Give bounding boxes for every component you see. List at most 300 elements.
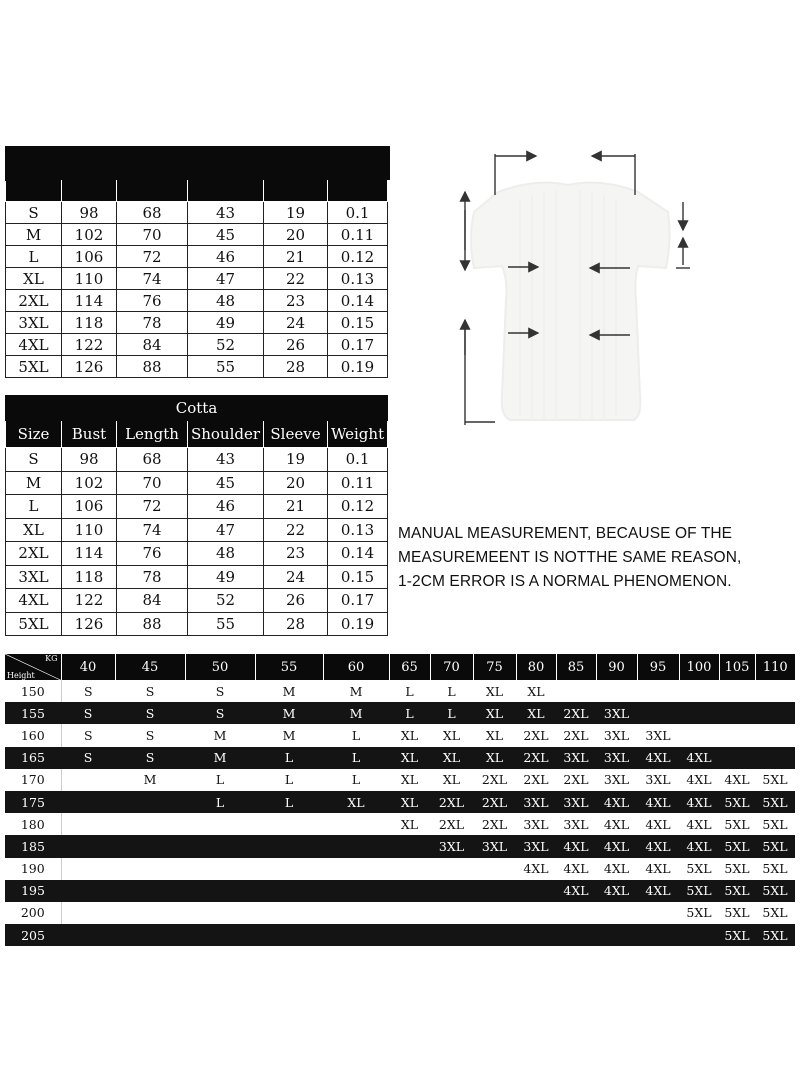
table-cell: 70 <box>117 224 188 246</box>
height-cell: 150 <box>5 680 61 702</box>
size-cell: 2XL <box>430 791 473 813</box>
size-cell: 3XL <box>596 747 637 769</box>
height-cell: 185 <box>5 835 61 857</box>
size-cell <box>637 702 679 724</box>
size-cell <box>255 924 323 946</box>
chart-row <box>5 835 795 857</box>
table-row <box>6 518 388 542</box>
size-cell <box>516 902 556 924</box>
table-cell: 68 <box>117 202 188 224</box>
size-cell: 5XL <box>679 858 719 880</box>
size-cell <box>115 835 185 857</box>
size-cell <box>516 880 556 902</box>
chart-row <box>5 924 795 946</box>
table-cell: L <box>6 495 62 519</box>
table-cell: 114 <box>62 290 117 312</box>
size-cell <box>473 858 516 880</box>
size-cell <box>755 747 795 769</box>
table-cell: 20 <box>264 224 328 246</box>
table-cell: 78 <box>117 565 188 589</box>
table-cell: L <box>6 246 62 268</box>
size-cell: M <box>323 680 389 702</box>
table-cell: 106 <box>62 246 117 268</box>
table-row <box>6 268 388 290</box>
size-cell <box>719 747 755 769</box>
chart-row <box>5 880 795 902</box>
size-cell: 5XL <box>755 835 795 857</box>
size-cell: S <box>185 702 255 724</box>
size-cell: L <box>323 747 389 769</box>
size-cell: 3XL <box>637 769 679 791</box>
height-cell: 170 <box>5 769 61 791</box>
table-cell: 68 <box>117 448 188 472</box>
size-cell: L <box>430 702 473 724</box>
size-cell <box>255 813 323 835</box>
size-cell: M <box>185 724 255 746</box>
table-cell: 0.17 <box>328 589 388 613</box>
weight-header-row <box>5 654 795 680</box>
cotta-table-header-row <box>6 421 388 448</box>
size-cell: XL <box>389 791 430 813</box>
size-cell <box>755 724 795 746</box>
table-cell: 47 <box>188 518 264 542</box>
size-cell: 2XL <box>516 747 556 769</box>
size-cell <box>323 902 389 924</box>
note-line: MANUAL MEASUREMENT, BECAUSE OF THE <box>398 525 733 542</box>
top-table-header-cell <box>328 181 388 202</box>
table-cell: 22 <box>264 518 328 542</box>
table-cell: 78 <box>117 312 188 334</box>
table-cell: 84 <box>117 589 188 613</box>
table-cell: 49 <box>188 312 264 334</box>
size-cell <box>596 924 637 946</box>
size-cell: 2XL <box>556 724 596 746</box>
table-cell: 0.13 <box>328 268 388 290</box>
table-cell: 0.11 <box>328 224 388 246</box>
table-row <box>6 334 388 356</box>
size-cell: 2XL <box>556 702 596 724</box>
size-cell: XL <box>430 724 473 746</box>
table-cell: 19 <box>264 448 328 472</box>
size-cell <box>430 902 473 924</box>
weight-header: 40 <box>61 654 115 680</box>
table-cell: 0.19 <box>328 356 388 378</box>
table-cell: 5XL <box>6 356 62 378</box>
size-cell: L <box>323 724 389 746</box>
size-cell: XL <box>516 680 556 702</box>
table-cell: 0.13 <box>328 518 388 542</box>
size-cell: 3XL <box>516 791 556 813</box>
size-cell <box>755 680 795 702</box>
table-row <box>6 589 388 613</box>
table-cell: XL <box>6 268 62 290</box>
size-cell: 4XL <box>637 791 679 813</box>
column-header: Sleeve <box>264 421 328 448</box>
height-cell: 160 <box>5 724 61 746</box>
cotta-table-title: Cotta <box>6 396 388 421</box>
size-cell <box>255 880 323 902</box>
table-cell: 4XL <box>6 589 62 613</box>
height-cell: 195 <box>5 880 61 902</box>
table-row <box>6 224 388 246</box>
size-cell: 4XL <box>679 769 719 791</box>
size-cell: 4XL <box>679 747 719 769</box>
size-cell: 4XL <box>596 791 637 813</box>
table-cell: 0.12 <box>328 495 388 519</box>
table-cell: 74 <box>117 268 188 290</box>
size-cell: XL <box>323 791 389 813</box>
size-cell: L <box>255 791 323 813</box>
height-cell: 200 <box>5 902 61 924</box>
garment-measurement-diagram <box>440 140 700 440</box>
weight-header: 100 <box>679 654 719 680</box>
size-cell: XL <box>389 747 430 769</box>
table-cell: 0.1 <box>328 448 388 472</box>
measurement-note <box>398 522 798 594</box>
size-cell: 3XL <box>516 835 556 857</box>
weight-header: 110 <box>755 654 795 680</box>
table-cell: 43 <box>188 448 264 472</box>
size-cell <box>61 902 115 924</box>
size-cell: 5XL <box>755 902 795 924</box>
column-header: Size <box>6 421 62 448</box>
table-cell: 88 <box>117 356 188 378</box>
table-row <box>6 356 388 378</box>
chart-row <box>5 902 795 924</box>
table-cell: 126 <box>62 356 117 378</box>
table-cell: 52 <box>188 334 264 356</box>
table-cell: 5XL <box>6 612 62 636</box>
size-cell: 3XL <box>516 813 556 835</box>
size-cell: 5XL <box>679 902 719 924</box>
size-cell: 5XL <box>719 880 755 902</box>
table-cell: 114 <box>62 542 117 566</box>
size-cell: 5XL <box>755 769 795 791</box>
weight-header: 75 <box>473 654 516 680</box>
size-cell: 5XL <box>719 791 755 813</box>
table-cell: 21 <box>264 495 328 519</box>
size-cell: L <box>389 702 430 724</box>
size-cell <box>185 858 255 880</box>
size-cell <box>516 924 556 946</box>
height-cell: 155 <box>5 702 61 724</box>
table-cell: 47 <box>188 268 264 290</box>
table-cell: 48 <box>188 290 264 312</box>
size-cell: 3XL <box>430 835 473 857</box>
size-cell: S <box>115 747 185 769</box>
size-cell <box>61 880 115 902</box>
size-cell: S <box>61 680 115 702</box>
weight-header: 85 <box>556 654 596 680</box>
height-cell: 205 <box>5 924 61 946</box>
size-cell: M <box>255 680 323 702</box>
table-cell: 76 <box>117 542 188 566</box>
table-row <box>6 612 388 636</box>
size-cell <box>679 724 719 746</box>
size-cell <box>323 924 389 946</box>
table-cell: 4XL <box>6 334 62 356</box>
table-cell: 0.19 <box>328 612 388 636</box>
size-cell <box>115 858 185 880</box>
size-cell: S <box>61 702 115 724</box>
size-cell <box>596 902 637 924</box>
table-cell: 98 <box>62 448 117 472</box>
chart-row <box>5 702 795 724</box>
size-cell <box>679 680 719 702</box>
chart-row <box>5 680 795 702</box>
weight-header: 65 <box>389 654 430 680</box>
table-cell: 26 <box>264 589 328 613</box>
table-cell: 24 <box>264 312 328 334</box>
table-cell: 55 <box>188 612 264 636</box>
size-cell: L <box>255 769 323 791</box>
weight-axis-label: KG <box>45 654 58 663</box>
table-cell: 72 <box>117 246 188 268</box>
table-cell: 0.15 <box>328 565 388 589</box>
table-row <box>6 448 388 472</box>
size-cell: 4XL <box>637 835 679 857</box>
table-row <box>6 290 388 312</box>
chart-row <box>5 769 795 791</box>
size-cell: 4XL <box>556 880 596 902</box>
table-cell: 118 <box>62 565 117 589</box>
table-cell: 72 <box>117 495 188 519</box>
size-cell <box>185 924 255 946</box>
size-cell <box>115 791 185 813</box>
size-cell <box>679 702 719 724</box>
weight-header: 95 <box>637 654 679 680</box>
table-cell: 52 <box>188 589 264 613</box>
size-cell <box>61 835 115 857</box>
size-cell: 2XL <box>473 769 516 791</box>
height-cell: 190 <box>5 858 61 880</box>
size-cell: 5XL <box>755 880 795 902</box>
size-cell: 4XL <box>679 813 719 835</box>
size-cell: 3XL <box>556 747 596 769</box>
size-cell: 4XL <box>637 747 679 769</box>
table-cell: 55 <box>188 356 264 378</box>
size-cell <box>556 680 596 702</box>
size-cell: 3XL <box>596 724 637 746</box>
size-cell: 2XL <box>473 791 516 813</box>
size-cell <box>185 813 255 835</box>
table-cell: 49 <box>188 565 264 589</box>
size-cell: M <box>255 724 323 746</box>
size-cell <box>637 680 679 702</box>
size-cell <box>115 813 185 835</box>
size-cell: XL <box>430 769 473 791</box>
size-cell: 4XL <box>516 858 556 880</box>
weight-header: 70 <box>430 654 473 680</box>
table-cell: 46 <box>188 495 264 519</box>
size-cell: L <box>323 769 389 791</box>
size-cell <box>61 791 115 813</box>
table-row <box>6 246 388 268</box>
table-cell: M <box>6 471 62 495</box>
size-cell <box>389 835 430 857</box>
size-cell: XL <box>516 702 556 724</box>
table-row <box>6 565 388 589</box>
column-header: Length <box>117 421 188 448</box>
size-cell: 4XL <box>637 880 679 902</box>
size-cell <box>185 902 255 924</box>
table-cell: M <box>6 224 62 246</box>
top-table-title-bar <box>5 146 390 180</box>
size-cell <box>389 902 430 924</box>
size-cell: 4XL <box>556 858 596 880</box>
size-cell <box>556 924 596 946</box>
size-cell: 4XL <box>556 835 596 857</box>
table-row <box>6 202 388 224</box>
size-cell: 5XL <box>719 813 755 835</box>
size-cell: 3XL <box>596 769 637 791</box>
size-cell: 3XL <box>556 791 596 813</box>
size-cell <box>637 924 679 946</box>
table-cell: 45 <box>188 224 264 246</box>
column-header: Bust <box>62 421 117 448</box>
table-cell: 102 <box>62 471 117 495</box>
size-cell: 4XL <box>596 835 637 857</box>
size-cell <box>389 880 430 902</box>
size-cell <box>719 680 755 702</box>
size-cell <box>323 880 389 902</box>
height-axis-label: Height <box>7 671 35 680</box>
table-cell: 24 <box>264 565 328 589</box>
size-cell: 5XL <box>755 924 795 946</box>
size-cell <box>61 769 115 791</box>
weight-header: 90 <box>596 654 637 680</box>
size-cell: 4XL <box>637 813 679 835</box>
table-cell: 84 <box>117 334 188 356</box>
table-cell: 26 <box>264 334 328 356</box>
size-cell: S <box>185 680 255 702</box>
size-cell: 5XL <box>755 858 795 880</box>
size-cell: 5XL <box>719 902 755 924</box>
table-cell: 48 <box>188 542 264 566</box>
size-cell: L <box>430 680 473 702</box>
size-cell <box>323 858 389 880</box>
top-table-header-cell <box>264 181 328 202</box>
size-cell <box>473 880 516 902</box>
table-row <box>6 471 388 495</box>
size-cell: L <box>389 680 430 702</box>
size-cell <box>323 835 389 857</box>
size-cell: M <box>115 769 185 791</box>
table-cell: 28 <box>264 612 328 636</box>
size-cell: S <box>115 724 185 746</box>
size-cell <box>61 813 115 835</box>
size-table-top <box>5 180 388 378</box>
chart-corner-cell <box>5 654 61 680</box>
size-cell: 4XL <box>719 769 755 791</box>
table-cell: S <box>6 202 62 224</box>
table-cell: 0.14 <box>328 542 388 566</box>
weight-header: 45 <box>115 654 185 680</box>
size-cell <box>719 702 755 724</box>
weight-header: 80 <box>516 654 556 680</box>
size-cell: 4XL <box>679 791 719 813</box>
size-cell: M <box>255 702 323 724</box>
size-cell <box>637 902 679 924</box>
size-cell: 2XL <box>516 724 556 746</box>
table-row <box>6 312 388 334</box>
table-cell: 19 <box>264 202 328 224</box>
height-weight-size-chart <box>5 654 795 946</box>
table-cell: 23 <box>264 290 328 312</box>
size-cell <box>719 724 755 746</box>
size-cell <box>430 858 473 880</box>
weight-header: 55 <box>255 654 323 680</box>
size-cell: 5XL <box>719 924 755 946</box>
size-cell <box>679 924 719 946</box>
size-cell <box>115 902 185 924</box>
table-cell: 122 <box>62 589 117 613</box>
size-cell <box>185 835 255 857</box>
size-cell: XL <box>473 702 516 724</box>
size-cell <box>430 880 473 902</box>
size-cell: 3XL <box>637 724 679 746</box>
table-cell: 45 <box>188 471 264 495</box>
table-cell: 2XL <box>6 542 62 566</box>
table-cell: 88 <box>117 612 188 636</box>
table-cell: 21 <box>264 246 328 268</box>
shirt-silhouette <box>471 183 670 420</box>
size-cell: 4XL <box>679 835 719 857</box>
size-cell: 4XL <box>596 858 637 880</box>
size-cell <box>430 924 473 946</box>
size-cell: M <box>185 747 255 769</box>
size-cell: 4XL <box>637 858 679 880</box>
table-row <box>6 495 388 519</box>
size-cell <box>115 924 185 946</box>
size-cell: XL <box>473 747 516 769</box>
size-cell: 2XL <box>430 813 473 835</box>
note-line: MEASUREMEENT IS NOTTHE SAME REASON, <box>398 549 742 566</box>
size-cell <box>255 858 323 880</box>
table-cell: 20 <box>264 471 328 495</box>
table-cell: 0.11 <box>328 471 388 495</box>
chart-row <box>5 724 795 746</box>
table-cell: 102 <box>62 224 117 246</box>
top-table-header-row <box>6 181 388 202</box>
size-cell: L <box>255 747 323 769</box>
size-cell <box>255 835 323 857</box>
size-cell: 4XL <box>596 880 637 902</box>
size-cell: S <box>115 702 185 724</box>
table-cell: 76 <box>117 290 188 312</box>
table-cell: 2XL <box>6 290 62 312</box>
size-cell <box>61 858 115 880</box>
size-cell: 4XL <box>596 813 637 835</box>
size-cell: 2XL <box>556 769 596 791</box>
size-cell: XL <box>430 747 473 769</box>
table-cell: 126 <box>62 612 117 636</box>
table-cell: 110 <box>62 268 117 290</box>
top-table-header-cell <box>188 181 264 202</box>
size-cell <box>473 924 516 946</box>
chart-row <box>5 813 795 835</box>
size-cell: S <box>61 747 115 769</box>
size-cell <box>61 924 115 946</box>
chart-row <box>5 791 795 813</box>
table-cell: 0.15 <box>328 312 388 334</box>
top-table-header-cell <box>117 181 188 202</box>
size-cell: XL <box>389 769 430 791</box>
table-cell: 106 <box>62 495 117 519</box>
column-header: Shoulder <box>188 421 264 448</box>
table-cell: XL <box>6 518 62 542</box>
size-cell: 2XL <box>473 813 516 835</box>
